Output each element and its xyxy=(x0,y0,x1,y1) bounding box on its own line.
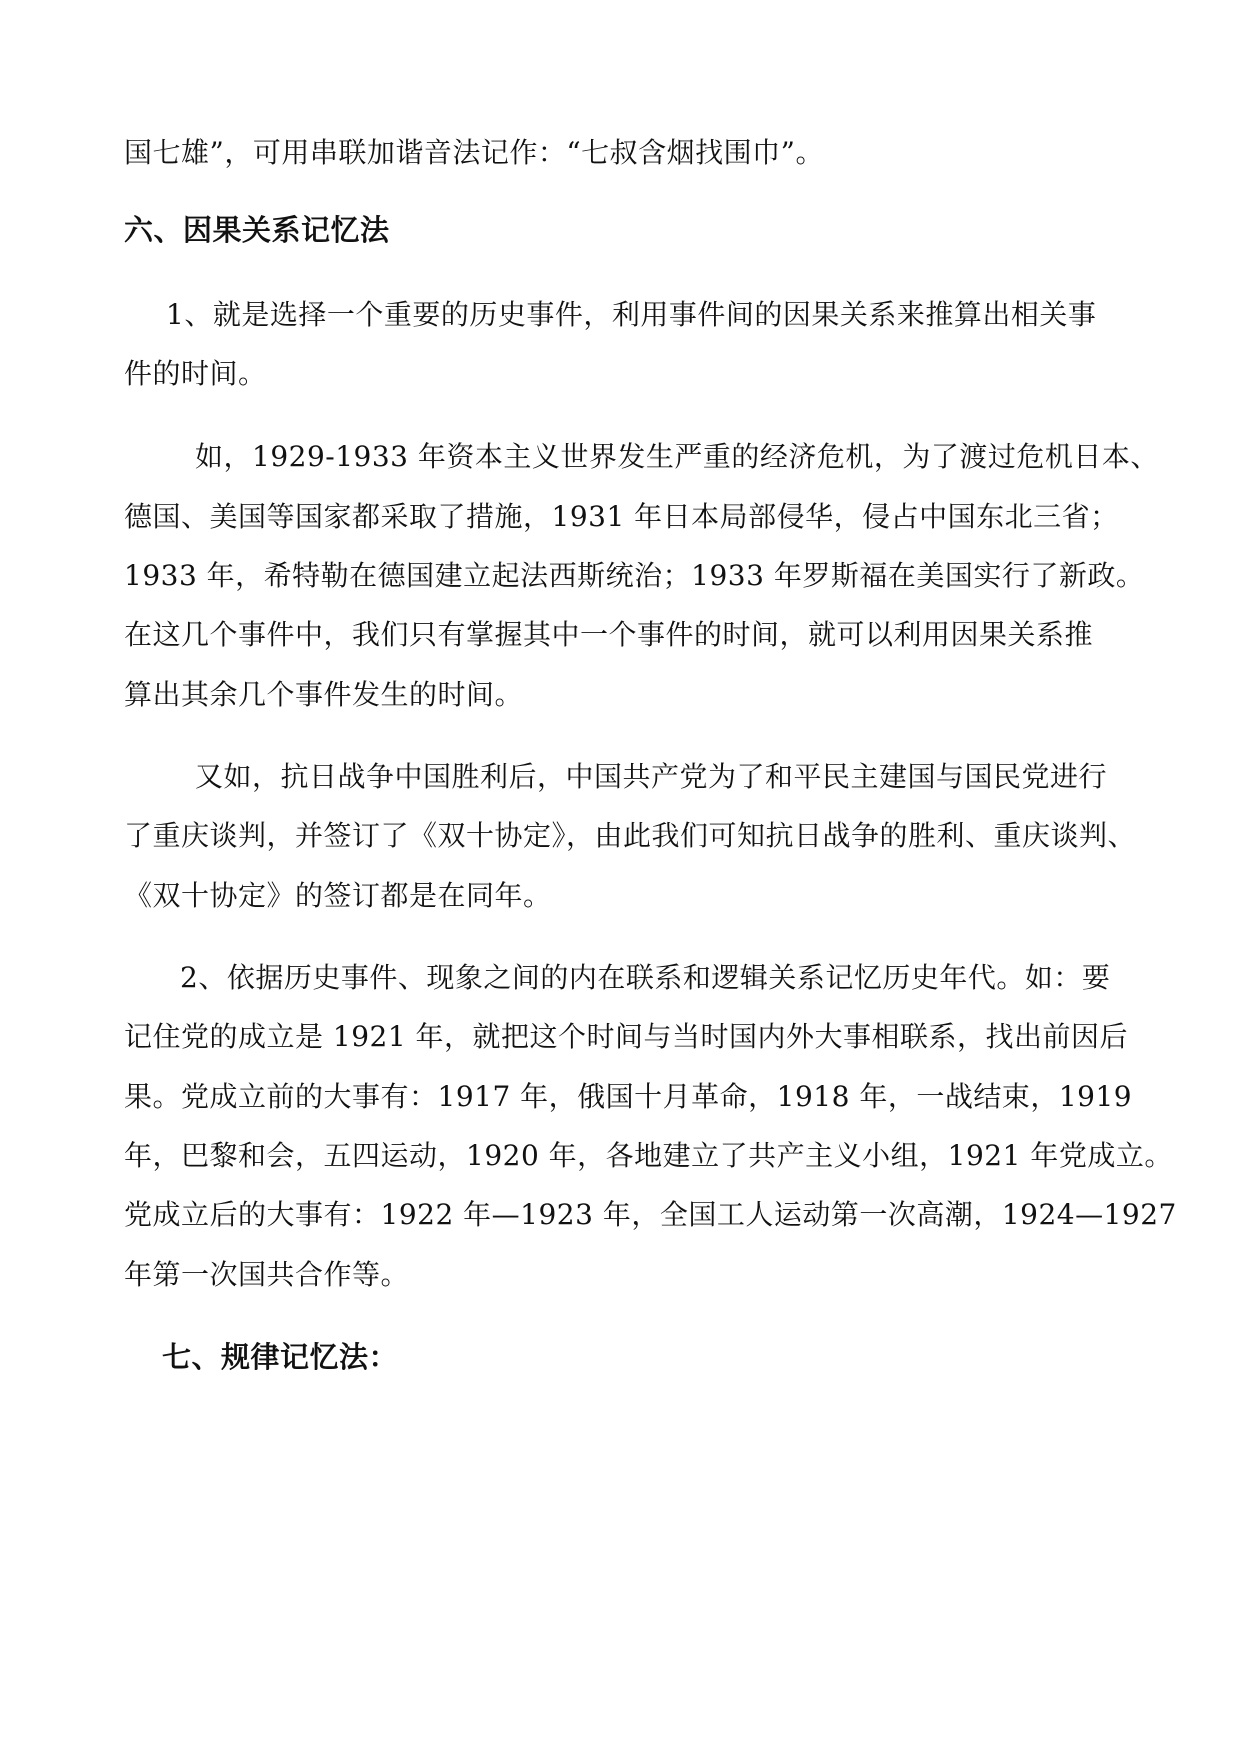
text-line: 如，1929-1933 年资本主义世界发生严重的经济危机，为了渡过危机日本、 xyxy=(195,440,1159,473)
text-line: 《双十协定》的签订都是在同年。 xyxy=(124,879,552,912)
text-line: 党成立后的大事有：1922 年—1923 年，全国工人运动第一次高潮，1924—1927 xyxy=(124,1198,1177,1231)
text-line: 果。党成立前的大事有：1917 年，俄国十月革命，1918 年，一战结束，1919 xyxy=(124,1080,1133,1113)
text-line: 记住党的成立是 1921 年，就把这个时间与当时国内外大事相联系，找出前因后 xyxy=(124,1020,1129,1053)
section-heading-6: 六、因果关系记忆法 xyxy=(124,213,390,247)
text-line: 件的时间。 xyxy=(124,357,267,390)
text-line: 1、就是选择一个重要的历史事件，利用事件间的因果关系来推算出相关事 xyxy=(166,298,1097,331)
text-line: 国七雄”，可用串联加谐音法记作：“七叔含烟找围巾”。 xyxy=(124,136,824,169)
text-line: 2、依据历史事件、现象之间的内在联系和逻辑关系记忆历史年代。如：要 xyxy=(180,961,1111,994)
text-line: 在这几个事件中，我们只有掌握其中一个事件的时间，就可以利用因果关系推 xyxy=(124,618,1094,651)
text-line: 年，巴黎和会，五四运动，1920 年，各地建立了共产主义小组，1921 年党成立。 xyxy=(124,1139,1173,1172)
text-line: 年第一次国共合作等。 xyxy=(124,1258,410,1291)
text-line: 1933 年，希特勒在德国建立起法西斯统治；1933 年罗斯福在美国实行了新政。 xyxy=(124,559,1145,592)
text-line: 又如，抗日战争中国胜利后，中国共产党为了和平民主建国与国民党进行 xyxy=(195,760,1108,793)
text-line: 算出其余几个事件发生的时间。 xyxy=(124,678,524,711)
text-line: 德国、美国等国家都采取了措施，1931 年日本局部侵华，侵占中国东北三省； xyxy=(124,500,1119,533)
section-heading-7: 七、规律记忆法： xyxy=(162,1340,399,1374)
text-line: 了重庆谈判，并签订了《双十协定》，由此我们可知抗日战争的胜利、重庆谈判、 xyxy=(124,819,1137,852)
